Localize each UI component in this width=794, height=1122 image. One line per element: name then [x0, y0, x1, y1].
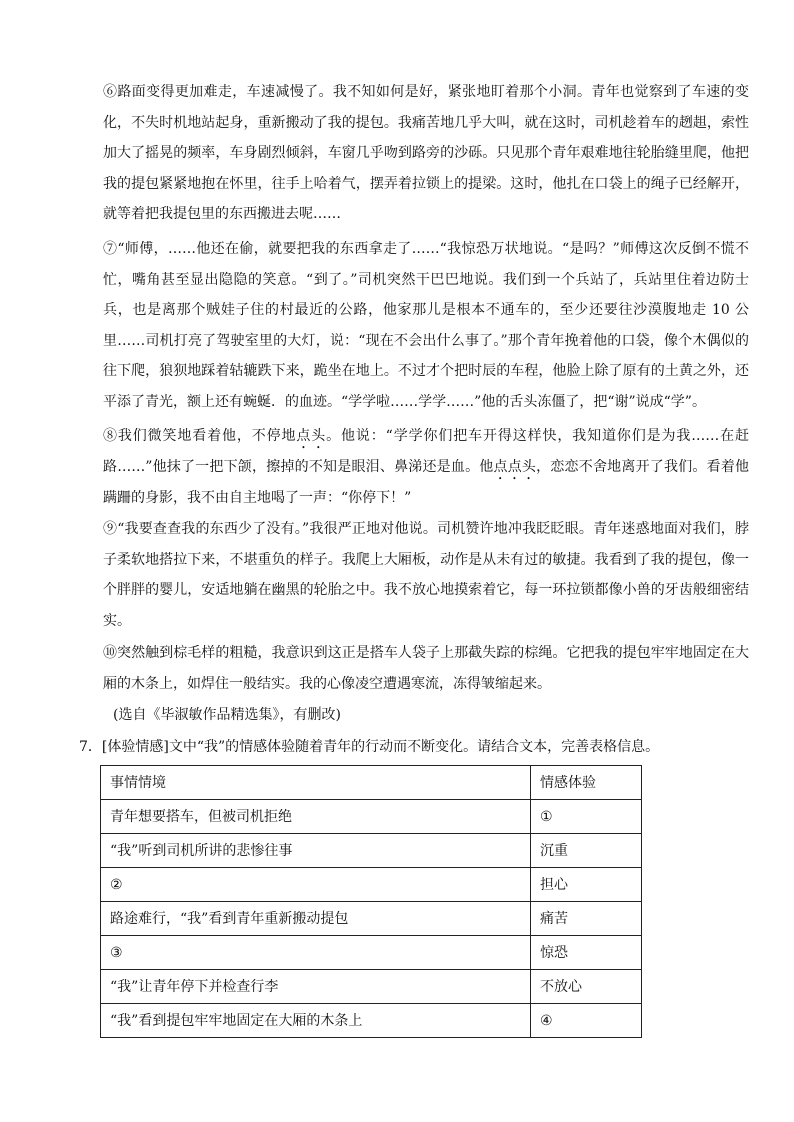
situation-cell: ②	[101, 868, 531, 902]
situation-cell: “我”听到司机所讲的悲惨往事	[101, 834, 531, 868]
table-row	[101, 868, 642, 902]
table-row	[101, 902, 642, 936]
emotion-cell: 不放心	[531, 970, 642, 1004]
paragraph-8	[103, 421, 749, 514]
table-row	[101, 1004, 642, 1038]
header-situation: 事情情境	[101, 766, 531, 800]
table-row	[101, 936, 642, 970]
paragraph-9: ⑨“我要查查我的东西少了没有。”我很严正地对他说。司机赞许地冲我眨眨眼。青年迷惑地面对我们，脖子柔软地搭拉下来，不堪重负的样子。我爬上大厢板，动作是从未有过的敏捷。我看到了我的提包，像一个胖胖的婴儿，安适地躺在幽黑的轮胎之中。我不放心地摸索着它，每一环拉锁都像小兽的牙齿般细密结实。	[103, 521, 749, 629]
emotion-cell: ①	[531, 800, 642, 834]
question-7: 7．[体验情感]文中“我”的情感体验随着青年的行动而不断变化。请结合文本，完善表格信息。	[79, 739, 660, 755]
paragraph-10: ⑩突然触到棕毛样的粗糙，我意识到这正是搭车人袋子上那截失踪的棕绳。它把我的提包牢牢地固定在大厢的木条上，如焊住一般结实。我的心像凌空遭遇寒流，冻得皱缩起来。	[103, 645, 749, 692]
emotion-cell: 痛苦	[531, 902, 642, 936]
paragraph-8-text-c: ，恋恋不舍地离开了我们。看着他蹒跚的身影，我不由自主地喝了一声：“你停下！”	[103, 459, 750, 506]
source-citation: (选自《毕淑敏作品精选集》，有删改)	[113, 707, 341, 723]
emphasized-word-1: 点头	[296, 428, 327, 444]
emotion-table	[100, 765, 642, 1038]
situation-cell: ③	[101, 936, 531, 970]
emotion-cell: 惊恐	[531, 936, 642, 970]
table-row	[101, 834, 642, 868]
table-row	[101, 800, 642, 834]
situation-cell: 青年想要搭车，但被司机拒绝	[101, 800, 531, 834]
paragraph-7: ⑦“师傅，……他还在偷，就要把我的东西拿走了……“我惊恐万状地说。“是吗？”师傅这次反倒不慌不忙，嘴角甚至显出隐隐的笑意。“到了。”司机突然干巴巴地说。我们到一个兵站了，兵站里住着边防士兵，也是离那个贼娃子住的村最近的公路，他家那儿是根本不通车的，至少还要往沙漠腹地走 10 公里……司机打亮了驾驶室里的大灯，说：“现在不会出什么事了。”那个青年挽着他的口袋，像个木偶似的往下爬，狼狈地踩着轱辘跌下来，跪坐在地上。不过才个把时辰的车程，他脸上除了原有的土黄之外，还平添了青光，额上还有蜿蜒．的血迹。“学学啦……学学……”他的舌头冻僵了，把“谢”说成“学”。	[103, 241, 749, 410]
header-emotion: 情感体验	[531, 766, 642, 800]
table-row	[101, 970, 642, 1004]
paragraph-8-text-a: ⑧我们微笑地看着他，不停地	[103, 428, 297, 444]
paragraph-8-text-b: 。他说：“学学你们把车开得这样快，我知道你们是为我……在赶路……”他抹了一把下颌，擦掉的不知是眼泪、鼻涕还是血。他	[103, 428, 750, 475]
emotion-cell: 担心	[531, 868, 642, 902]
emotion-cell: 沉重	[531, 834, 642, 868]
situation-cell: “我”看到提包牢牢地固定在大厢的木条上	[101, 1004, 531, 1038]
emotion-cell: ④	[531, 1004, 642, 1038]
situation-cell: 路途难行，“我”看到青年重新搬动提包	[101, 902, 531, 936]
situation-cell: “我”让青年停下并检查行李	[101, 970, 531, 1004]
table-header-row	[101, 766, 642, 800]
emphasized-word-2: 点点头	[493, 459, 537, 475]
paragraph-6: ⑥路面变得更加难走，车速减慢了。我不知如何是好，紧张地盯着那个小洞。青年也觉察到了车速的变化，不失时机地站起身，重新搬动了我的提包。我痛苦地几乎大叫，就在这时，司机趁着车的趔趄，索性加大了摇晃的频率，车身剧烈倾斜，车窗几乎吻到路旁的沙砾。只见那个青年艰难地往轮胎缝里爬，他把我的提包紧紧地抱在怀里，往手上哈着气，摆弄着拉锁上的提梁。这时，他扎在口袋上的绳子已经解开，就等着把我提包里的东西搬进去呢……	[103, 84, 749, 222]
